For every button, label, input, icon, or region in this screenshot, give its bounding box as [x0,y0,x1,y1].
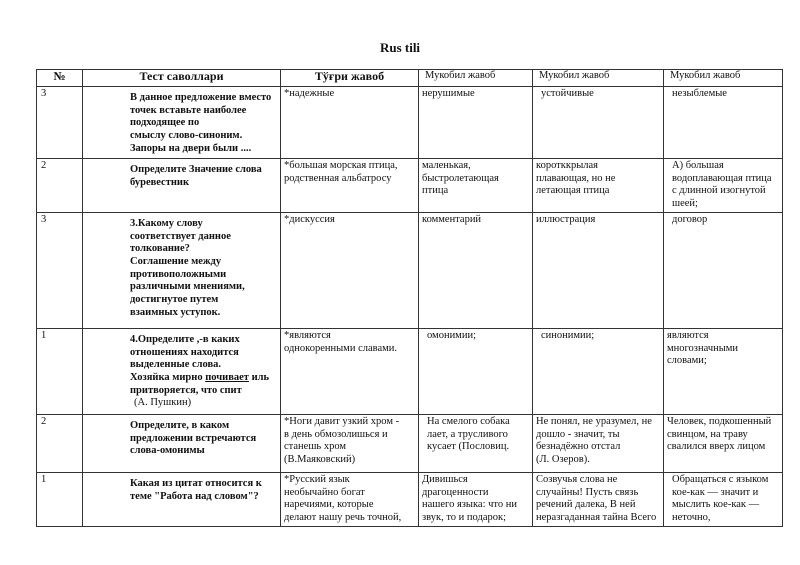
header-question: Тест саволлари [83,70,281,87]
row-number: 3 [37,87,83,159]
page-title: Rus tili [379,40,421,55]
table-row [37,472,783,526]
question-cell: 4.Определите ,-в каких отношениях находится выделенные слова. Хозяйка мирно почивает иль притворяется, что спит (А. Пушкин) [83,328,281,414]
quote-source: (А. Пушкин) [134,397,192,409]
row-number: 2 [37,414,83,472]
correct-answer: *надежные [281,87,419,159]
alt-answer-1: комментарий [419,212,533,328]
row-number: 3 [37,212,83,328]
alt-answer-3: А) большая водоплавающая птица с длинной изогнутой шеей; [664,159,783,213]
question-cell: Какая из цитат относится к теме "Работа над словом"? [83,472,281,526]
test-table [36,69,783,527]
alt-answer-3: Человек, подкошенный свинцом, на траву свалился вверх лицом [664,414,783,472]
correct-answer: *Русский язык необычайно богат наречиями, которые делают нашу речь точной, [281,472,419,526]
header-num: № [37,70,83,87]
correct-answer: *Ноги давит узкий хром - в день обмозолишься и станешь хром (В.Маяковский) [281,414,419,472]
row-number: 1 [37,472,83,526]
table-row [37,159,783,213]
alt-answer-1: Дивишься драгоценности нашего языка: что ни звук, то и подарок; [419,472,533,526]
header-correct: Тўғри жавоб [281,70,419,87]
alt-answer-2: иллюстрация [533,212,664,328]
correct-answer: *большая морская птица, родственная альбатросу [281,159,419,213]
question-cell: 3.Какому слову соответствует данное толкование? Соглашение между противоположными различными мнениями, достигнутое путем взаимных уступок. [83,212,281,328]
row-number: 2 [37,159,83,213]
alt-answer-3: незыблемые [664,87,783,159]
alt-answer-2: Созвучья слова не случайны! Пусть связь речений далека, В ней неразгаданная тайна Всего [533,472,664,526]
alt-answer-1: нерушимые [419,87,533,159]
question-cell: В данное предложение вместо точек вставьте наиболее подходящее по смыслу слово-синоним. Запоры на двери были .... [83,87,281,159]
alt-answer-2: Не понял, не уразумел, не дошло - значит, ты безнадёжно отстал (Л. Озеров). [533,414,664,472]
correct-answer: *являются однокоренными славами. [281,328,419,414]
row-number: 1 [37,328,83,414]
highlighted-word: почивает [205,371,249,383]
correct-answer: *дискуссия [281,212,419,328]
alt-answer-3: являются многозначными словами; [664,328,783,414]
question-cell: Определите, в каком предложении встречаются слова-омонимы [83,414,281,472]
alt-answer-2: коротккрылая плавающая, но не летающая птица [533,159,664,213]
alt-answer-1: омонимии; [419,328,533,414]
question-cell: Определите Значение слова буревестник [83,159,281,213]
table-row [37,414,783,472]
table-row [37,328,783,414]
alt-answer-1: маленькая, быстролетающая птица [419,159,533,213]
header-alt-3: Мукобил жавоб [664,70,783,87]
alt-answer-3: Обращаться с языком кое-как — значит и мыслить кое-как — неточно, [664,472,783,526]
header-alt-1: Мукобил жавоб [419,70,533,87]
alt-answer-1: На смелого собака лает, а трусливого кусает (Пословиц. [419,414,533,472]
header-alt-2: Мукобил жавоб [533,70,664,87]
table-row [37,212,783,328]
table-header-row [37,70,783,87]
alt-answer-3: договор [664,212,783,328]
table-row [37,87,783,159]
alt-answer-2: устойчивые [533,87,664,159]
alt-answer-2: синонимии; [533,328,664,414]
